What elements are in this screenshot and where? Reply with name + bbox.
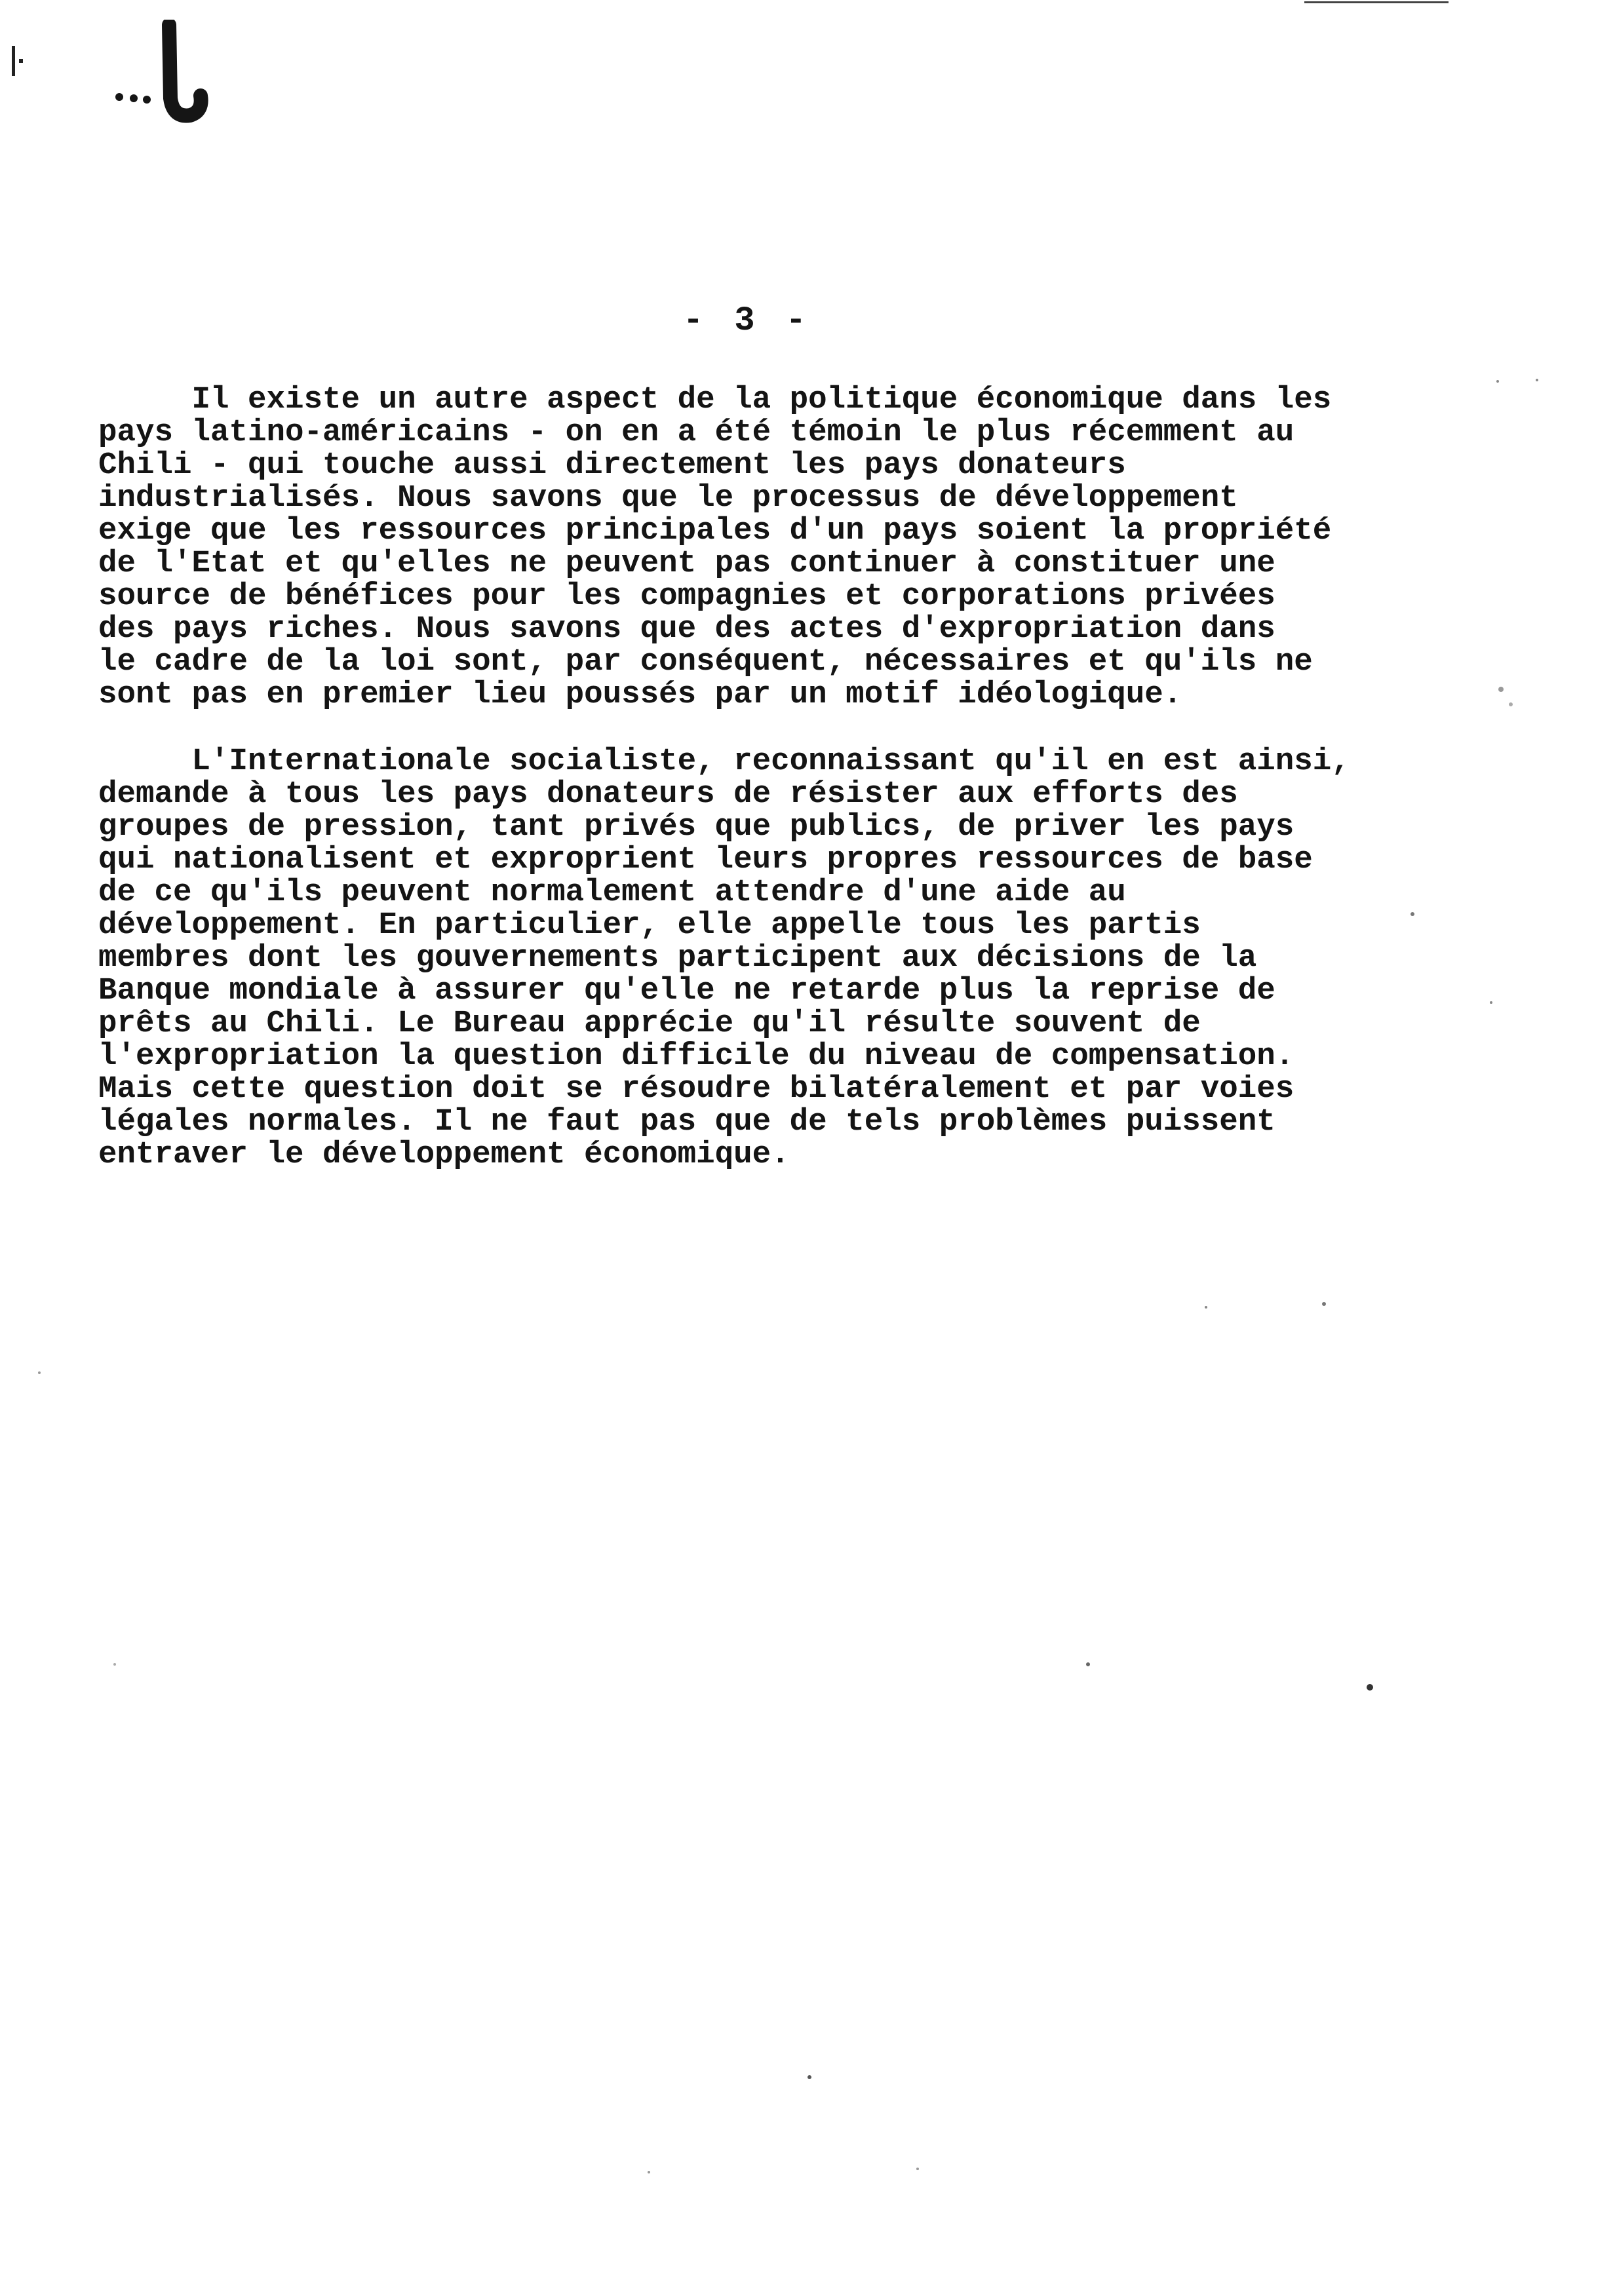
text-line: pays latino-américains - on en a été témoin le plus récemment au [98, 415, 1294, 450]
page-number: - 3 - [682, 301, 812, 340]
text-line: Chili - qui touche aussi directement les pays donateurs [98, 448, 1126, 483]
text-line: développement. En particulier, elle appelle tous les partis [98, 908, 1201, 943]
text-line: L'Internationale socialiste, reconnaissant qu'il en est ainsi, [98, 744, 1350, 779]
text-line: légales normales. Il ne faut pas que de tels problèmes puissent [98, 1104, 1275, 1139]
text-line: prêts au Chili. Le Bureau apprécie qu'il résulte souvent de [98, 1006, 1201, 1041]
text-line: de ce qu'ils peuvent normalement attendre d'une aide au [98, 875, 1126, 910]
text-line: sont pas en premier lieu poussés par un motif idéologique. [98, 677, 1182, 712]
text-line: Banque mondiale à assurer qu'elle ne retarde plus la reprise de [98, 973, 1275, 1008]
text-line: Mais cette question doit se résoudre bilatéralement et par voies [98, 1071, 1294, 1107]
text-line: le cadre de la loi sont, par conséquent, nécessaires et qu'ils ne [98, 644, 1313, 679]
text-line: exige que les ressources principales d'un pays soient la propriété [98, 513, 1332, 548]
text-line: qui nationalisent et exproprient leurs propres ressources de base [98, 842, 1313, 877]
text-line: source de bénéfices pour les compagnies et corporations privées [98, 579, 1275, 614]
text-line: demande à tous les pays donateurs de résister aux efforts des [98, 776, 1238, 812]
text-line: des pays riches. Nous savons que des actes d'expropriation dans [98, 611, 1275, 647]
text-line: industrialisés. Nous savons que le processus de développement [98, 480, 1238, 516]
text-line: Il existe un autre aspect de la politique économique dans les [98, 382, 1332, 417]
text-line: entraver le développement économique. [98, 1137, 790, 1172]
text-line: l'expropriation la question difficile du niveau de compensation. [98, 1039, 1294, 1074]
text-line: membres dont les gouvernements participent aux décisions de la [98, 940, 1257, 976]
text-line: de l'Etat et qu'elles ne peuvent pas continuer à constituer une [98, 546, 1275, 581]
text-line: groupes de pression, tant privés que publics, de priver les pays [98, 809, 1294, 845]
